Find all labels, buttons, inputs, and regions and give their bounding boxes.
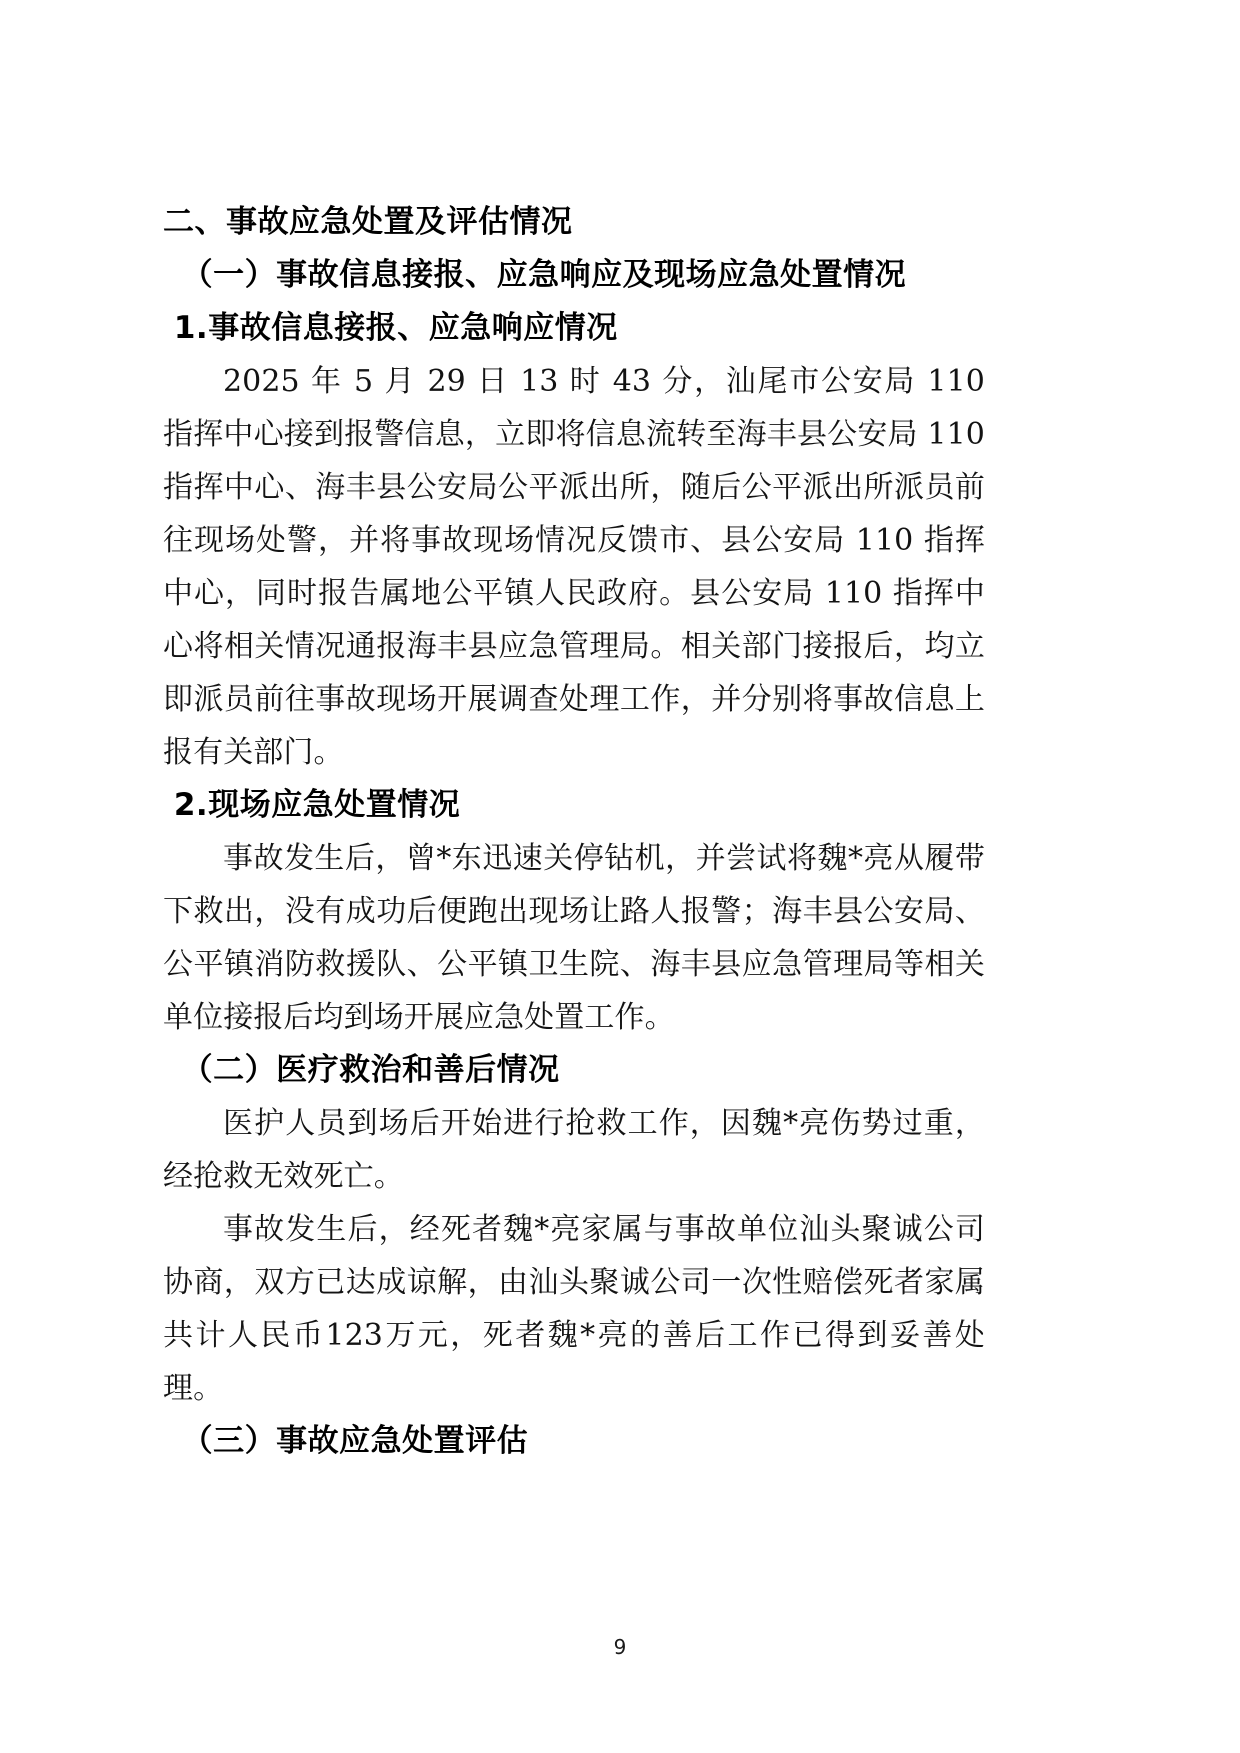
heading-item-1: 1.事故信息接报、应急响应情况 [173, 310, 618, 346]
heading-subsection-one: （一）事故信息接报、应急响应及现场应急处置情况 [181, 257, 907, 293]
heading-section-two: 二、事故应急处置及评估情况 [163, 204, 573, 240]
heading-item-2: 2.现场应急处置情况 [173, 787, 461, 823]
paragraph-compensation-settlement: 事故发生后，经死者魏*亮家属与事故单位汕头聚诚公司协商，双方已达成谅解，由汕头聚诚公司一次性赔偿死者家属共计人民币123万元，死者魏*亮的善后工作已得到妥善处理。 [163, 1212, 985, 1406]
page-number: 9 [613, 1635, 627, 1659]
paragraph-medical-treatment: 医护人员到场后开始进行抢救工作，因魏*亮伤势过重，经抢救无效死亡。 [163, 1106, 985, 1194]
heading-subsection-two: （二）医疗救治和善后情况 [181, 1052, 560, 1088]
page-content [163, 196, 985, 1468]
heading-subsection-three: （三）事故应急处置评估 [181, 1423, 529, 1459]
paragraph-on-site-emergency-response: 事故发生后，曾*东迅速关停钻机，并尝试将魏*亮从履带下救出，没有成功后便跑出现场让路人报警；海丰县公安局、公平镇消防救援队、公平镇卫生院、海丰县应急管理局等相关单位接报后均到场开展应急处置工作。 [163, 841, 985, 1035]
paragraph-report-and-response: 2025 年 5 月 29 日 13 时 43 分，汕尾市公安局 110 指挥中心接到报警信息，立即将信息流转至海丰县公安局 110 指挥中心、海丰县公安局公平派出所，随后公平派出所派员前往现场处警，并将事故现场情况反馈市、县公安局 110 指挥中心，同时报告属地公平镇人民政府。县公安局 110 指挥中心将相关情况通报海丰县应急管理局。相关部门接报后，均立即派员前往事故现场开展调查处理工作，并分别将事故信息上报有关部门。 [163, 364, 985, 770]
